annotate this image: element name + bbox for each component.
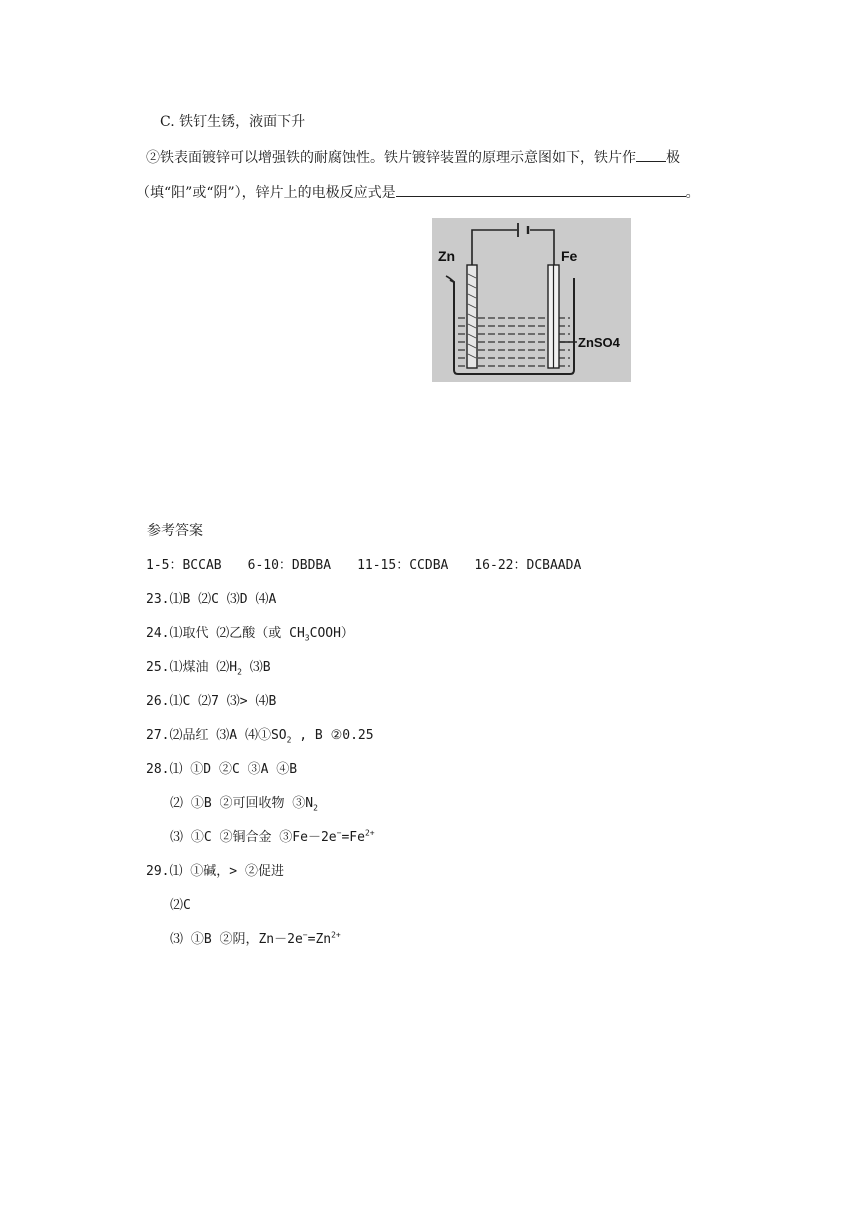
answer-28-3-superscript-2: 2+	[364, 828, 375, 838]
answer-29-2: ⑵C	[170, 898, 191, 913]
answer-28-3-text-end: =Fe	[341, 830, 365, 845]
answer-27-text-end: , B ②0.25	[291, 728, 374, 743]
electroplating-diagram-svg	[432, 218, 631, 382]
answer-28-3-superscript-1: −	[336, 828, 342, 838]
question-2-text: ②铁表面镀锌可以增强铁的耐腐蚀性。铁片镀锌装置的原理示意图如下，铁片作	[146, 150, 636, 166]
answer-28-2-subscript: 2	[313, 803, 318, 813]
answer-27-text: 27.⑵品红 ⑶A ⑷①SO	[146, 728, 287, 743]
answer-blank-electrode	[636, 146, 666, 162]
answer-27	[146, 726, 374, 746]
answers-heading: 参考答案	[147, 523, 203, 539]
answer-24-text: 24.⑴取代 ⑵乙酸（或 CH	[146, 626, 305, 641]
question-2-line-1	[146, 146, 680, 168]
answer-29-3-text: ⑶ ①B ②阴，Zn－2e	[170, 932, 303, 947]
answer-26: 26.⑴C ⑵7 ⑶> ⑷B	[146, 694, 277, 709]
answer-28-3	[170, 828, 375, 848]
answer-25-subscript: 2	[237, 667, 242, 677]
question-2-suffix: 极	[666, 150, 680, 166]
question-2-line-2-text: （填“阳”或“阴”），锌片上的电极反应式是	[136, 185, 396, 201]
answer-blank-equation	[396, 181, 686, 197]
mc-1-5: 1-5：BCCAB	[146, 558, 222, 573]
answer-24	[146, 624, 354, 644]
electroplating-diagram	[432, 218, 631, 382]
answer-25	[146, 658, 271, 678]
answer-27-subscript: 2	[286, 735, 292, 745]
answer-28-1: 28.⑴ ①D ②C ③A ④B	[146, 762, 298, 777]
zn-label: Zn	[438, 248, 456, 264]
answer-29-3-superscript-1: −	[302, 930, 308, 940]
answer-24-text-end: COOH）	[309, 626, 354, 641]
answer-29-1: 29.⑴ ①碱，> ②促进	[146, 864, 284, 879]
mc-16-22: 16-22：DCBAADA	[474, 558, 582, 573]
answer-29-3-superscript-2: 2+	[331, 930, 341, 940]
answer-25-text-end: ⑶B	[241, 660, 271, 675]
fe-label: Fe	[561, 248, 578, 264]
answer-25-text: 25.⑴煤油 ⑵H	[146, 660, 238, 675]
question-2-line-2	[136, 181, 700, 203]
question-2-end: 。	[685, 185, 700, 201]
mc-6-10: 6-10：DBDBA	[247, 558, 332, 573]
answer-28-2	[170, 794, 318, 814]
answer-28-3-text: ⑶ ①C ②铜合金 ③Fe－2e	[170, 830, 337, 845]
answer-29-3	[170, 930, 341, 950]
answer-29-3-text-end: =Zn	[307, 932, 332, 947]
option-c: C. 铁钉生锈，液面下升	[160, 114, 306, 130]
answer-24-subscript: 3	[304, 633, 310, 643]
answers-multiple-choice	[146, 556, 581, 576]
answer-28-2-text: ⑵ ①B ②可回收物 ③N	[170, 796, 314, 811]
mc-11-15: 11-15：CCDBA	[357, 558, 449, 573]
answer-23: 23.⑴B ⑵C ⑶D ⑷A	[146, 592, 277, 607]
solution-label: ZnSO4	[578, 335, 620, 350]
